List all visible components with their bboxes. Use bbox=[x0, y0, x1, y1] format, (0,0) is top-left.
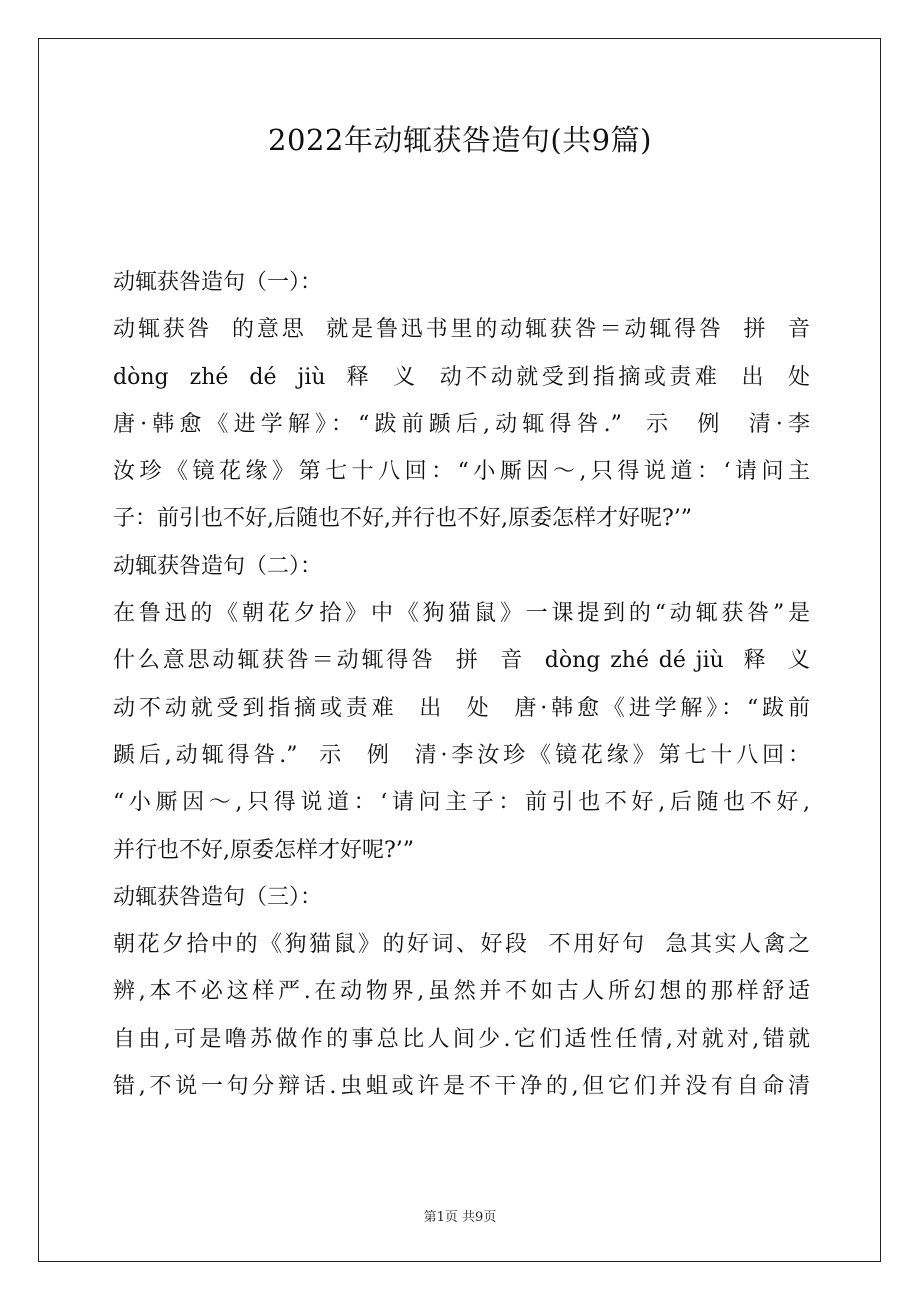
body-line: “小厮因～,只得说道：‘请问主子：前引也不好,后随也不好, bbox=[113, 790, 810, 816]
body-line: 朝花夕拾中的《狗猫鼠》的好词、好段 不用好句 急其实人禽之 bbox=[113, 932, 810, 958]
document-body bbox=[113, 259, 810, 1110]
body-line: 踬后,动辄得咎.” 示 例 清·李汝珍《镜花缘》第七十八回： bbox=[113, 742, 810, 768]
body-line: 动不动就受到指摘或责难 出 处 唐·韩愈《进学解》：“跋前 bbox=[113, 695, 810, 721]
document-title: 2022年动辄获咎造句(共9篇) bbox=[268, 123, 652, 157]
body-line: 在鲁迅的《朝花夕拾》中《狗猫鼠》一课提到的“动辄获咎”是 bbox=[113, 601, 810, 627]
page-footer: 第1页 共9页 bbox=[423, 1210, 497, 1225]
body-line: 错,不说一句分辩话.虫蛆或许是不干净的,但它们并没有自命清 bbox=[113, 1074, 810, 1100]
body-line: 子：前引也不好,后随也不好,并行也不好,原委怎样才好呢?’” bbox=[113, 506, 693, 532]
body-line: 汝珍《镜花缘》第七十八回：“小厮因～,只得说道：‘请问主 bbox=[113, 459, 810, 485]
section-heading: 动辄获咎造句（二）： bbox=[113, 553, 323, 579]
body-line: 什么意思动辄获咎＝动辄得咎 拼 音 dòng zhé dé jiù 释 义 bbox=[113, 648, 810, 674]
section-heading: 动辄获咎造句（一）： bbox=[113, 270, 323, 295]
body-line: 唐·韩愈《进学解》：“跋前踬后,动辄得咎.” 示 例 清·李 bbox=[113, 411, 810, 437]
body-line: 辨,本不必这样严.在动物界,虽然并不如古人所幻想的那样舒适 bbox=[113, 979, 810, 1005]
body-line: 并行也不好,原委怎样才好呢?’” bbox=[113, 837, 415, 863]
section-heading: 动辄获咎造句（三）： bbox=[113, 884, 323, 910]
body-line: dòng zhé dé jiù 释 义 动不动就受到指摘或责难 出 处 bbox=[113, 364, 810, 390]
body-line: 动辄获咎 的意思 就是鲁迅书里的动辄获咎＝动辄得咎 拼 音 bbox=[113, 317, 810, 343]
body-line: 自由,可是噜苏做作的事总比人间少.它们适性任情,对就对,错就 bbox=[113, 1026, 810, 1052]
